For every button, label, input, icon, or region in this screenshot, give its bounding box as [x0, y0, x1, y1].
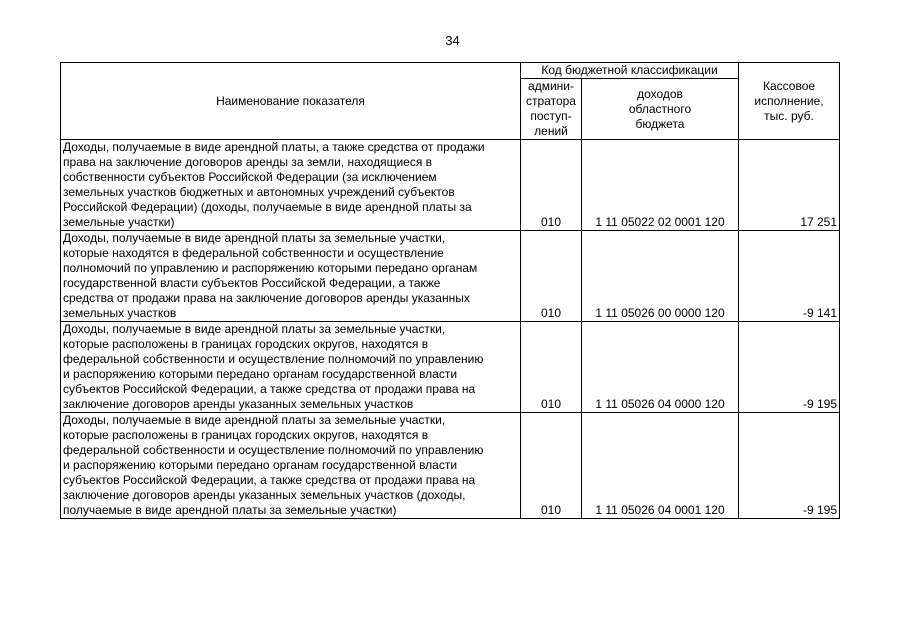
row-name-line: субъектов Российской Федерации, а также средства от продажи права на: [63, 473, 476, 487]
row-name-line: федеральной собственности и осуществление полномочий по управлению: [63, 352, 484, 366]
row-admin-code: 010: [521, 140, 582, 231]
row-name-line: субъектов Российской Федерации, а также средства от продажи права на: [63, 382, 476, 396]
row-name-line: заключение договоров аренды указанных земельных участков (доходы,: [63, 488, 466, 502]
table-row: [61, 413, 840, 519]
row-name-line: собственности субъектов Российской Федерации (за исключением: [63, 170, 437, 184]
row-cash-value: -9 141: [739, 231, 840, 322]
header-row-top: [61, 63, 840, 79]
row-name-line: средства от продажи права на заключение договоров аренды указанных: [63, 291, 470, 305]
header-admin-line: поступ-: [530, 109, 572, 123]
table-row: [61, 322, 840, 413]
row-name-line: и распоряжению которыми передано органам государственной власти: [63, 458, 458, 472]
header-admin-line: админи-: [528, 79, 574, 93]
row-name-line: Доходы, получаемые в виде арендной платы за земельные участки,: [63, 413, 446, 427]
row-admin-code: 010: [521, 322, 582, 413]
row-name-line: Доходы, получаемые в виде арендной платы за земельные участки,: [63, 322, 446, 336]
header-admin-line: стратора: [526, 94, 576, 108]
header-cash-line: исполнение,: [754, 93, 824, 108]
table-row: [61, 231, 840, 322]
row-name-line: которые расположены в границах городских округов, находятся в: [63, 428, 429, 442]
row-name: [61, 413, 521, 519]
header-income-line: областного: [628, 101, 692, 116]
row-name-line: государственной власти субъектов Российской Федерации, а также: [63, 276, 441, 290]
row-name-line: Доходы, получаемые в виде арендной платы, а также средства от продажи: [63, 140, 485, 154]
row-income-code: 1 11 05026 00 0000 120: [582, 231, 739, 322]
row-name-line: Российской Федерации) (доходы, получаемые в виде арендной платы за: [63, 200, 472, 214]
row-name: [61, 231, 521, 322]
table-row: [61, 140, 840, 231]
header-admin-line: лений: [534, 124, 568, 138]
row-income-code: 1 11 05026 04 0000 120: [582, 322, 739, 413]
row-cash-value: 17 251: [739, 140, 840, 231]
row-name-line: права на заключение договоров аренды за земли, находящиеся в: [63, 155, 433, 169]
row-cash-value: -9 195: [739, 322, 840, 413]
header-admin: [521, 79, 582, 140]
row-name-line: Доходы, получаемые в виде арендной платы за земельные участки,: [63, 231, 446, 245]
row-admin-code: 010: [521, 413, 582, 519]
budget-table: [60, 62, 840, 519]
row-income-code: 1 11 05022 02 0001 120: [582, 140, 739, 231]
header-income-line: доходов: [637, 86, 683, 101]
row-name: [61, 322, 521, 413]
row-name-line: полномочий по управлению и распоряжению которыми передано органам: [63, 261, 478, 275]
header-cash: [739, 63, 840, 140]
row-name-line: и распоряжению которыми передано органам государственной власти: [63, 367, 458, 381]
row-name: [61, 140, 521, 231]
row-name-line: которые находятся в федеральной собственности и осуществление: [63, 246, 444, 260]
row-name-line: которые расположены в границах городских округов, находятся в: [63, 337, 429, 351]
header-income: [582, 79, 739, 140]
header-cash-line: тыс. руб.: [764, 108, 814, 123]
row-name-line: заключение договоров аренды указанных земельных участков: [63, 397, 414, 411]
row-name-line: земельные участки): [63, 215, 175, 229]
row-income-code: 1 11 05026 04 0001 120: [582, 413, 739, 519]
header-name: Наименование показателя: [61, 63, 521, 140]
header-code-group: Код бюджетной классификации: [521, 63, 739, 79]
page-number: 34: [445, 33, 460, 48]
header-income-line: бюджета: [635, 116, 685, 131]
header-cash-line: Кассовое: [762, 78, 816, 93]
row-name-line: получаемые в виде арендной платы за земельные участки): [63, 503, 397, 517]
row-cash-value: -9 195: [739, 413, 840, 519]
row-name-line: земельных участков бюджетных и автономных учреждений субъектов: [63, 185, 455, 199]
row-name-line: земельных участков: [63, 306, 177, 320]
row-admin-code: 010: [521, 231, 582, 322]
row-name-line: федеральной собственности и осуществление полномочий по управлению: [63, 443, 484, 457]
